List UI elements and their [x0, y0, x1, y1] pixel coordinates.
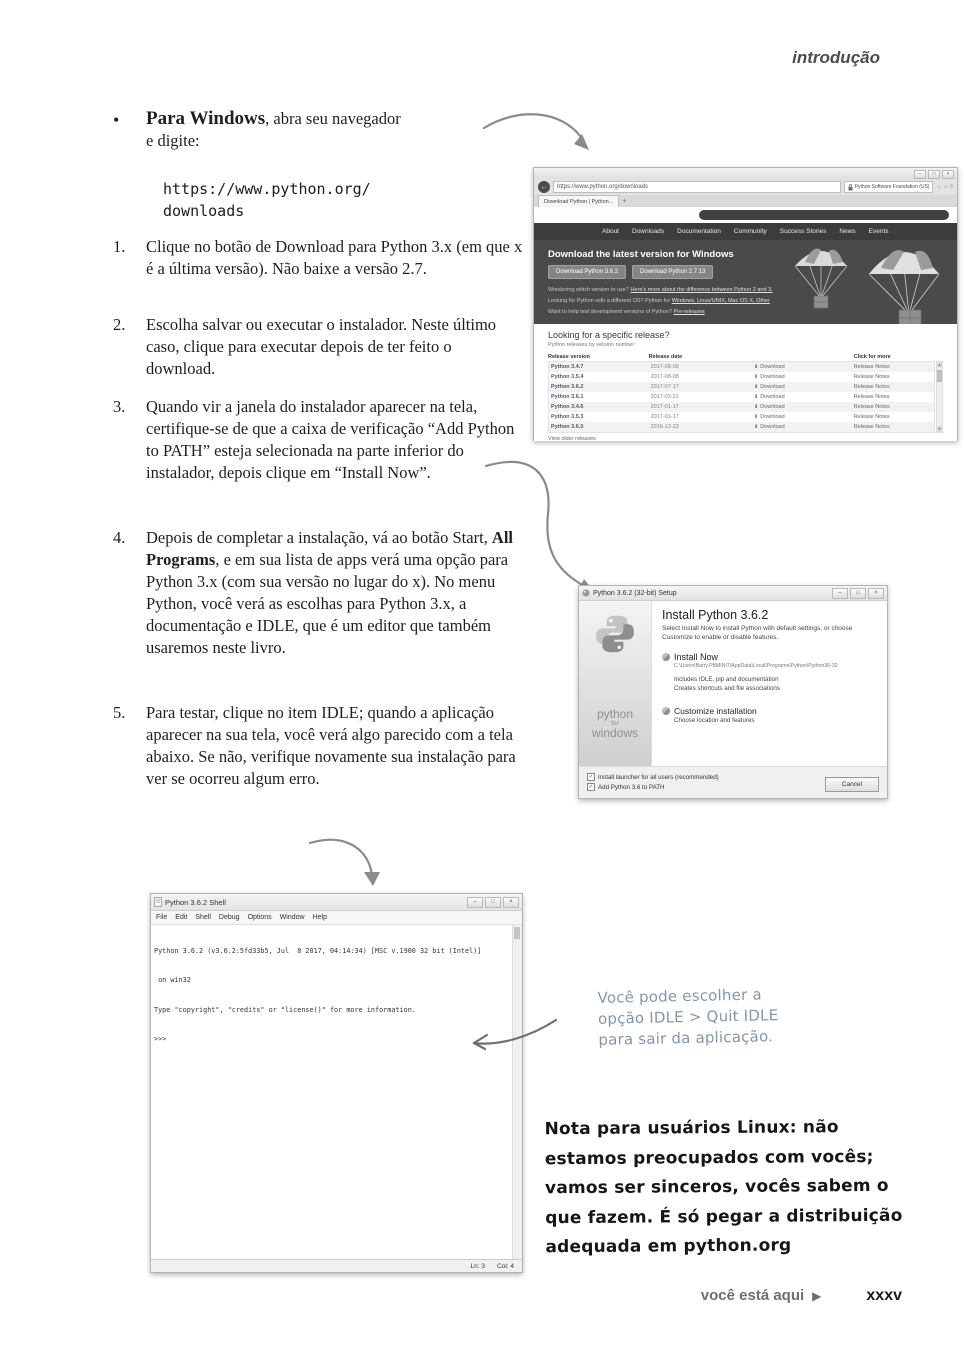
- release-version-link[interactable]: Python 3.4.7: [551, 364, 584, 370]
- download-icon: ⬇: [753, 414, 759, 420]
- release-date: 2017-01-17: [650, 404, 679, 410]
- release-version-link[interactable]: Python 3.6.0: [551, 424, 584, 430]
- download-link[interactable]: [754, 384, 854, 390]
- releases-heading: Looking for a specific release?: [548, 330, 670, 340]
- maximize-icon[interactable]: □: [485, 897, 501, 908]
- hero-line-2: [548, 298, 770, 304]
- release-date: 2017-07-17: [650, 384, 679, 390]
- quit-idle-line-2: opção IDLE > Quit IDLE: [597, 1006, 779, 1028]
- star-icon[interactable]: ☆: [936, 184, 942, 191]
- linux-note-line-4: que fazem. É só pegar a distribuição: [545, 1205, 903, 1228]
- checkbox-checked-icon[interactable]: ✓: [588, 774, 594, 780]
- step-item-3: [113, 396, 523, 484]
- download-label: Download: [760, 374, 785, 380]
- python-icon: [662, 653, 670, 661]
- bullet-line2: e digite:: [146, 131, 200, 150]
- hero-line-1-text: Wondering which version to use?: [548, 287, 631, 293]
- download-link[interactable]: [754, 414, 854, 420]
- release-date: 2016-12-23: [650, 424, 679, 430]
- customize-installation-option[interactable]: [662, 706, 878, 716]
- browser-tab[interactable]: Download Python | Python...: [538, 195, 619, 207]
- nav-item-downloads[interactable]: Downloads: [632, 228, 665, 235]
- menu-shell[interactable]: Shell: [195, 914, 211, 921]
- minimize-icon[interactable]: –: [467, 897, 483, 908]
- download-label: Download: [760, 364, 785, 370]
- shell-line-1: Python 3.6.2 (v3.6.2:5fd33b5, Jul 8 2017, 04:14:34) [MSC v.1900 32 bit (Intel)]: [154, 946, 482, 955]
- release-version-link[interactable]: Python 3.6.1: [551, 394, 584, 400]
- download-link[interactable]: [754, 424, 854, 430]
- bullet-rest: , abra seu navegador: [265, 109, 401, 128]
- release-date: 2017-08-08: [650, 374, 679, 380]
- col-click-for-more: Click for more: [853, 353, 891, 360]
- installer-content: [652, 601, 887, 766]
- release-notes-link[interactable]: Release Notes: [853, 424, 890, 430]
- site-hero: [534, 240, 957, 324]
- close-icon[interactable]: ×: [503, 897, 519, 908]
- download-icon: ⬇: [753, 384, 759, 390]
- install-path: C:\Users\Barry.PBMINI7\AppData\Local\Programs\Python\Python36-32: [674, 662, 838, 669]
- release-version-link[interactable]: Python 3.5.4: [551, 374, 584, 380]
- step-item-2: [113, 314, 523, 380]
- linux-note-line-5: adequada em python.org: [545, 1235, 792, 1258]
- menu-edit[interactable]: Edit: [175, 914, 188, 921]
- download-icon: ⬇: [753, 404, 759, 410]
- hero-line-3-link[interactable]: Pre-releases: [673, 309, 705, 315]
- table-scrollbar[interactable]: [936, 361, 943, 433]
- idle-shell-window: [150, 893, 523, 1273]
- close-icon[interactable]: ×: [868, 588, 884, 599]
- security-indicator[interactable]: [844, 181, 934, 193]
- scroll-up-icon[interactable]: ▲: [937, 362, 942, 367]
- table-row: [549, 392, 934, 402]
- home-icon[interactable]: ⌂: [943, 183, 948, 190]
- releases-table: [548, 352, 943, 433]
- releases-table-header: [548, 352, 935, 361]
- release-date: 2017-03-21: [650, 394, 679, 400]
- customize-label: Customize installation: [674, 706, 757, 717]
- releases-rows: [548, 361, 935, 433]
- you-are-here-arrow-icon: ▶: [812, 1289, 822, 1303]
- release-version-link[interactable]: Python 3.5.3: [551, 414, 584, 420]
- menu-window[interactable]: Window: [279, 914, 305, 921]
- you-are-here-label: você está aqui: [700, 1287, 805, 1304]
- bullet-lead: Para Windows: [146, 108, 266, 129]
- linux-note-line-2: estamos preocupados com vocês;: [544, 1146, 874, 1169]
- installer-window: [578, 585, 888, 799]
- download-icon: ⬇: [753, 364, 759, 370]
- checkbox-label: Install launcher for all users (recommended): [598, 773, 719, 781]
- checkbox-label: Add Python 3.6 to PATH: [598, 783, 665, 791]
- step-item-1: [113, 236, 523, 280]
- nav-item-documentation[interactable]: Documentation: [677, 228, 721, 235]
- linux-note-line-3: vamos ser sinceros, vocês sabem o: [544, 1175, 889, 1199]
- page-number: xxxv: [866, 1287, 902, 1304]
- col-release-date: Release date: [648, 353, 683, 360]
- nav-item-news[interactable]: News: [839, 228, 856, 235]
- download-link[interactable]: [754, 364, 854, 370]
- shell-prompt: >>>: [154, 1035, 167, 1044]
- release-notes-link[interactable]: Release Notes: [853, 394, 890, 400]
- code-url-line1: https://www.python.org/: [163, 180, 371, 198]
- step-number: 2.: [113, 315, 126, 334]
- download-python2-button[interactable]: Download Python 2.7.13: [632, 265, 713, 279]
- install-now-detail-2: Creates shortcuts and file associations: [674, 684, 780, 692]
- download-label: Download: [760, 384, 785, 390]
- menu-debug[interactable]: Debug: [218, 914, 240, 921]
- python-logo-icon: [594, 613, 636, 655]
- menu-help[interactable]: Help: [312, 914, 327, 921]
- release-date: 2017-08-09: [650, 364, 679, 370]
- step-text: Quando vir a janela do instalador aparecer na tela, certifique-se de que a caixa de verificação “Add Python to PATH” esteja selecionada na parte inferior do instalador, depois clique em “Install Now”.: [146, 397, 515, 482]
- step-text: Escolha salvar ou executar o instalador. Neste último caso, clique para executar depois de ter feito o download.: [146, 315, 497, 378]
- table-row: [549, 402, 934, 412]
- col-release-version: Release version: [548, 353, 590, 360]
- browser-tabstrip: [534, 195, 957, 207]
- minimize-icon[interactable]: –: [914, 170, 926, 179]
- site-navbar: [534, 223, 957, 240]
- installer-sidebar: [579, 601, 652, 766]
- installer-footer: [579, 766, 887, 798]
- quit-idle-line-1: Você pode escolher a: [597, 985, 762, 1007]
- lock-icon: [848, 184, 853, 191]
- python-icon: [582, 589, 590, 597]
- status-line: Ln: 3: [470, 1262, 486, 1270]
- menu-file[interactable]: File: [156, 914, 168, 921]
- minimize-icon[interactable]: –: [832, 588, 848, 599]
- install-now-option[interactable]: [662, 652, 878, 662]
- nav-item-about[interactable]: About: [602, 228, 619, 235]
- bullet-icon: •: [113, 110, 120, 130]
- release-notes-link[interactable]: Release Notes: [853, 374, 890, 380]
- maximize-icon[interactable]: □: [928, 170, 940, 179]
- release-notes-link[interactable]: Release Notes: [853, 414, 890, 420]
- download-link[interactable]: [754, 404, 854, 410]
- maximize-icon[interactable]: □: [850, 588, 866, 599]
- release-notes-link[interactable]: Release Notes: [853, 404, 890, 410]
- page-footer: [701, 1287, 902, 1305]
- scroll-down-icon[interactable]: ▼: [937, 426, 942, 431]
- site-search-input[interactable]: [699, 210, 949, 220]
- close-icon[interactable]: ×: [942, 170, 954, 179]
- download-label: Download: [760, 394, 785, 400]
- step-text: Clique no botão de Download para Python 3.x (em que x é a última versão). Não baixe a versão 2.7.: [146, 237, 523, 278]
- checkbox-checked-icon[interactable]: ✓: [588, 784, 594, 790]
- wordmark-for: for: [611, 719, 619, 727]
- step-text-bold: All Programs: [146, 528, 514, 569]
- installer-title: Python 3.6.2 (32-bit) Setup: [593, 589, 677, 597]
- releases-subheading: Python releases by version number:: [548, 342, 636, 348]
- shell-title: Python 3.6.2 Shell: [165, 897, 226, 907]
- download-label: Download: [760, 424, 785, 430]
- release-date: 2017-01-17: [650, 414, 679, 420]
- table-row: [549, 382, 934, 392]
- table-row: [549, 362, 934, 372]
- download-icon: ⬇: [753, 394, 759, 400]
- nav-item-success-stories[interactable]: Success Stories: [779, 228, 827, 235]
- hero-line-1-link[interactable]: Here's more about the difference between Python 2 and 3.: [630, 287, 773, 293]
- code-url: [163, 178, 371, 222]
- download-icon: ⬇: [753, 374, 759, 380]
- step-number: 1.: [113, 237, 126, 256]
- installer-description-line1: Select Install Now to install Python with default settings, or choose: [662, 625, 853, 632]
- download-python3-button[interactable]: Download Python 3.6.2: [548, 265, 626, 279]
- installer-heading: Install Python 3.6.2: [662, 608, 769, 622]
- arrow-to-browser: [478, 104, 608, 170]
- shell-line-2: on win32: [154, 976, 191, 985]
- quit-idle-annotation: [597, 984, 779, 1051]
- linux-note-annotation: [544, 1113, 902, 1263]
- idle-file-icon: [154, 897, 162, 907]
- shell-statusbar: [151, 1259, 522, 1272]
- download-label: Download: [760, 404, 785, 410]
- release-notes-link[interactable]: Release Notes: [853, 364, 890, 370]
- browser-titlebar: [534, 168, 957, 179]
- shell-menubar: [151, 911, 522, 925]
- installer-titlebar: [579, 586, 887, 601]
- security-label: Python Software Foundation (US): [854, 184, 930, 190]
- quit-idle-line-3: para sair da aplicação.: [598, 1027, 774, 1049]
- shell-scrollbar[interactable]: [512, 925, 522, 1259]
- step-text: Para testar, clique no item IDLE; quando a aplicação aparecer na sua tela, você verá algo parecido com a tela abaixo. Se não, verifique novamente sua instalação para ver se ocorreu algum erro.: [146, 703, 516, 788]
- step-text-pre: Depois de completar a instalação, vá ao botão Start,: [146, 528, 492, 547]
- arrow-to-quit-note: [468, 1012, 560, 1058]
- parachute-illustration: [777, 240, 955, 324]
- hero-line-3-text: Want to help test development versions of Python?: [548, 309, 674, 315]
- view-older-releases-link[interactable]: View older releases: [548, 436, 596, 442]
- shell-titlebar: [151, 894, 522, 911]
- arrow-to-installer: [482, 448, 607, 598]
- table-row: [549, 422, 934, 432]
- installer-description-line2: Customize to enable or disable features.: [662, 633, 779, 641]
- shell-output[interactable]: [151, 925, 522, 1259]
- status-col: Col: 4: [497, 1262, 514, 1270]
- section-header: introdução: [792, 48, 880, 67]
- wordmark-python: python: [596, 707, 634, 721]
- step-number: 3.: [113, 397, 126, 416]
- menu-icon[interactable]: ≡: [949, 183, 953, 190]
- release-version-link[interactable]: Python 3.6.2: [551, 384, 584, 390]
- scrollbar-thumb[interactable]: [937, 370, 942, 382]
- step-number: 5.: [113, 703, 126, 722]
- release-version-link[interactable]: Python 3.4.6: [551, 404, 584, 410]
- step-number: 4.: [113, 528, 126, 547]
- hero-line-2-text: Looking for Python with a different OS? Python for: [548, 298, 672, 304]
- download-icon: ⬇: [753, 424, 759, 430]
- release-notes-link[interactable]: Release Notes: [853, 384, 890, 390]
- hero-line-3: [548, 309, 705, 315]
- nav-item-community[interactable]: Community: [733, 228, 767, 235]
- step-item-5: [113, 702, 523, 790]
- customize-sub: Choose location and features: [674, 717, 755, 725]
- arrow-to-shell: [298, 833, 393, 895]
- python-for-windows-wordmark: [579, 708, 651, 740]
- step-item-4: [113, 527, 523, 659]
- download-link[interactable]: [754, 394, 854, 400]
- scrollbar-thumb[interactable]: [514, 927, 520, 939]
- hero-line-1: [548, 287, 773, 293]
- gear-icon: [662, 707, 670, 715]
- code-url-line2: downloads: [163, 202, 245, 220]
- download-label: Download: [760, 414, 785, 420]
- wordmark-windows: windows: [591, 726, 639, 741]
- site-topbar: [534, 207, 957, 223]
- install-now-label: Install Now: [674, 651, 719, 662]
- table-row: [549, 372, 934, 382]
- hero-heading: Download the latest version for Windows: [548, 249, 734, 260]
- install-now-detail-1: Includes IDLE, pip and documentation: [674, 675, 779, 683]
- new-tab-button[interactable]: +: [622, 198, 627, 205]
- table-row: [549, 412, 934, 422]
- back-button[interactable]: ←: [538, 181, 550, 193]
- releases-section: [534, 324, 957, 441]
- browser-toolbar: [534, 179, 957, 195]
- linux-note-line-1: Nota para usuários Linux: não: [544, 1117, 839, 1140]
- cancel-button[interactable]: Cancel: [825, 777, 879, 792]
- step-text-post: , e em sua lista de apps verá uma opção para Python 3.x (com sua versão no lugar do x). No menu Python, você verá as escolhas para Python 3.x, a documentação e IDLE, que é um editor que também usaremos neste livro.: [146, 550, 509, 657]
- shell-line-3: Type "copyright", "credits" or "license()" for more information.: [154, 1005, 416, 1014]
- bullet-step: [113, 108, 523, 152]
- hero-line-2-link[interactable]: Windows, Linux/UNIX, Mac OS X, Other: [671, 298, 770, 304]
- address-bar[interactable]: https://www.python.org/downloads: [553, 181, 841, 193]
- browser-window: [533, 167, 958, 441]
- nav-item-events[interactable]: Events: [868, 228, 889, 235]
- download-link[interactable]: [754, 374, 854, 380]
- menu-options[interactable]: Options: [247, 914, 272, 921]
